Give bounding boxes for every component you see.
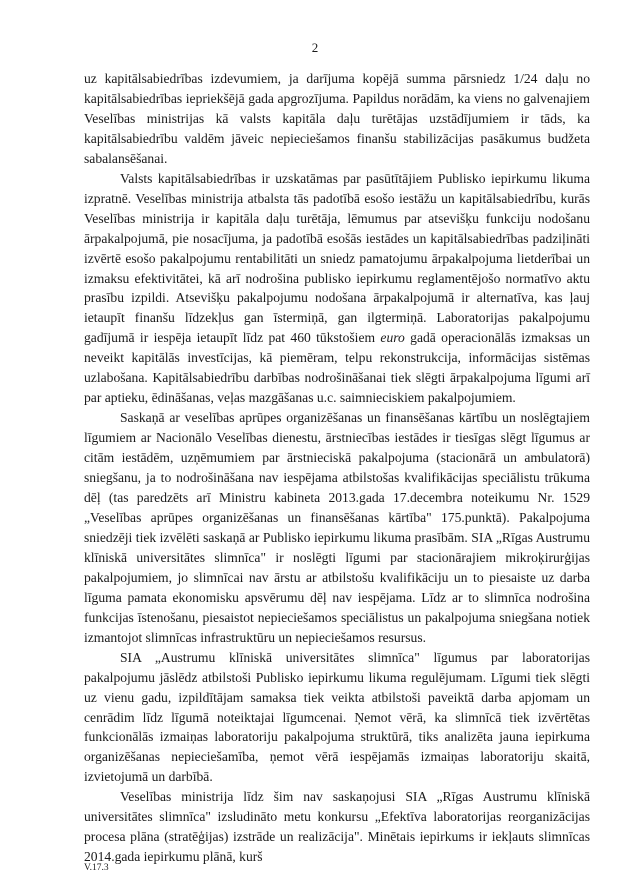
paragraph-text-part: Valsts kapitālsabiedrības ir uzskatāmas par pasūtītājiem Publisko iepirkumu likuma izpratnē. Veselības ministrija atbalsta tās padotībā esošo iestāžu un kapitālsabiedrību, kurās Veselības ministrija ir kapitāla daļu turētāja, lēmumus par atsevišķu funkciju nodošanu ārpakalpojumā, pie nosacījuma, ja padotībā esošās iestādes un kapitālsabiedrības padziļināti izvērtē esošo pakalpojumu rentabilitāti un sniedz pamatojumu ārpakalpojuma lietderībai un izmaksu efektivitātei, kā arī nodrošina publisko iepirkumu reglamentējošo normatīvo aktu prasību izpildi. Atsevišķu pakalpojumu nodošana ārpakalpojumā ir alternatīva, kas ļauj ietaupīt finanšu līdzekļus gan īstermiņā, gan ilgtermiņā. Laboratorijas pakalpojumu gadījumā ir iespēja ietaupīt līdz pat 460 tūkstošiem [84, 170, 590, 346]
document-body [84, 69, 590, 867]
paragraph-public-procurement [84, 169, 590, 408]
paragraph-laboratory-contracts: SIA „Austrumu klīniskā universitātes slimnīca" līgumus par laboratorijas pakalpojumu jāslēdz atbilstoši Publisko iepirkumu likuma regulējumam. Līgumi tiek slēgti uz vienu gadu, izpildītājam samaksa tiek veikta atbilstoši paveiktā darba apjomam un cenrādim līdz līgumā noteiktajai līgumcenai. Ņemot vērā, ka slimnīcā tiek izvērtētas funkcionālās izmaiņas laboratoriju pakalpojuma struktūrā, tiks analizēta jauna iepirkuma organizēšanas nepieciešamība, ņemot vērā iespējamās izmaiņas laboratoriju skaitā, izvietojumā un darbībā. [84, 649, 590, 785]
document-version-code: V.17.3 [84, 863, 109, 873]
paragraph-text-part: gadā operacionālās izmaksas un neveikt kapitālās investīcijas, kā piemēram, telpu rekonstrukcija, informācijas sistēmas uzlabošana. Kapitālsabiedrību darbības nodrošināšanai tiek slēgti ārpakalpojuma līgumi arī par aptieku, ēdināšanas, veļas mazgāšanas u.c. saimnieciskiem pakalpojumiem. [84, 330, 590, 406]
paragraph-healthcare-contracts: Saskaņā ar veselības aprūpes organizēšanas un finansēšanas kārtību un noslēgtajiem līgumiem ar Nacionālo Veselības dienestu, ārstniecības iestādes ir tiesīgas slēgt līgumus ar citām iestādēm, uzņēmumiem par ārstnieciskā pakalpojuma (stacionārā un ambulatorā) sniegšanu, ja to nodrošināšana nav iespējama atbilstošas kvalifikācijas speciālistu trūkuma dēļ (tas paredzēts arī Ministru kabineta 2013.gada 17.decembra noteikumu Nr. 1529 „Veselības aprūpes organizēšanas un finansēšanas kārtība" 175.punktā). Pakalpojuma sniedzēji tiek izvēlēti saskaņā ar Publisko iepirkumu likuma prasībām. SIA „Rīgas Austrumu klīniskā universitātes slimnīca" ir noslēgti līgumi par stacionārajiem mikroķirurģijas pakalpojumiem, jo slimnīcai nav ārstu ar atbilstošu kvalifikāciju un to piesaiste uz darba līguma pamata ekonomisku apsvērumu dēļ nav iespējama. Līdz ar to slimnīca nodrošina funkcijas īstenošanu, piesaistot nepieciešamos speciālistus un pakalpojuma sniegšana notiek izmantojot slimnīcas infrastruktūru un nepieciešamos resursus. [84, 410, 590, 645]
italic-euro: euro [380, 330, 405, 346]
paragraph-continuation: uz kapitālsabiedrības izdevumiem, ja darījuma kopējā summa pārsniedz 1/24 daļu no kapitālsabiedrības iepriekšējā gada apgrozījuma. Papildus norādām, ka viens no galvenajiem Veselības ministrijas kā valsts kapitāla daļu turētājas uzstādījumiem ir tāds, ka kapitālsabiedrību valdēm jāveic nepieciešamos finanšu stabilizācijas pasākumus budžeta sabalansēšanai. [84, 71, 590, 166]
page-number: 2 [311, 40, 319, 55]
paragraph-design-competition: Veselības ministrija līdz šim nav saskaņojusi SIA „Rīgas Austrumu klīniskā universitātes slimnīca" izsludināto metu konkursu „Efektīva laboratorijas reorganizācijas procesa plāna (stratēģijas) izstrāde un realizācija". Minētais iepirkums ir iekļauts slimnīcas 2014.gada iepirkumu plānā, kurš [84, 789, 590, 865]
